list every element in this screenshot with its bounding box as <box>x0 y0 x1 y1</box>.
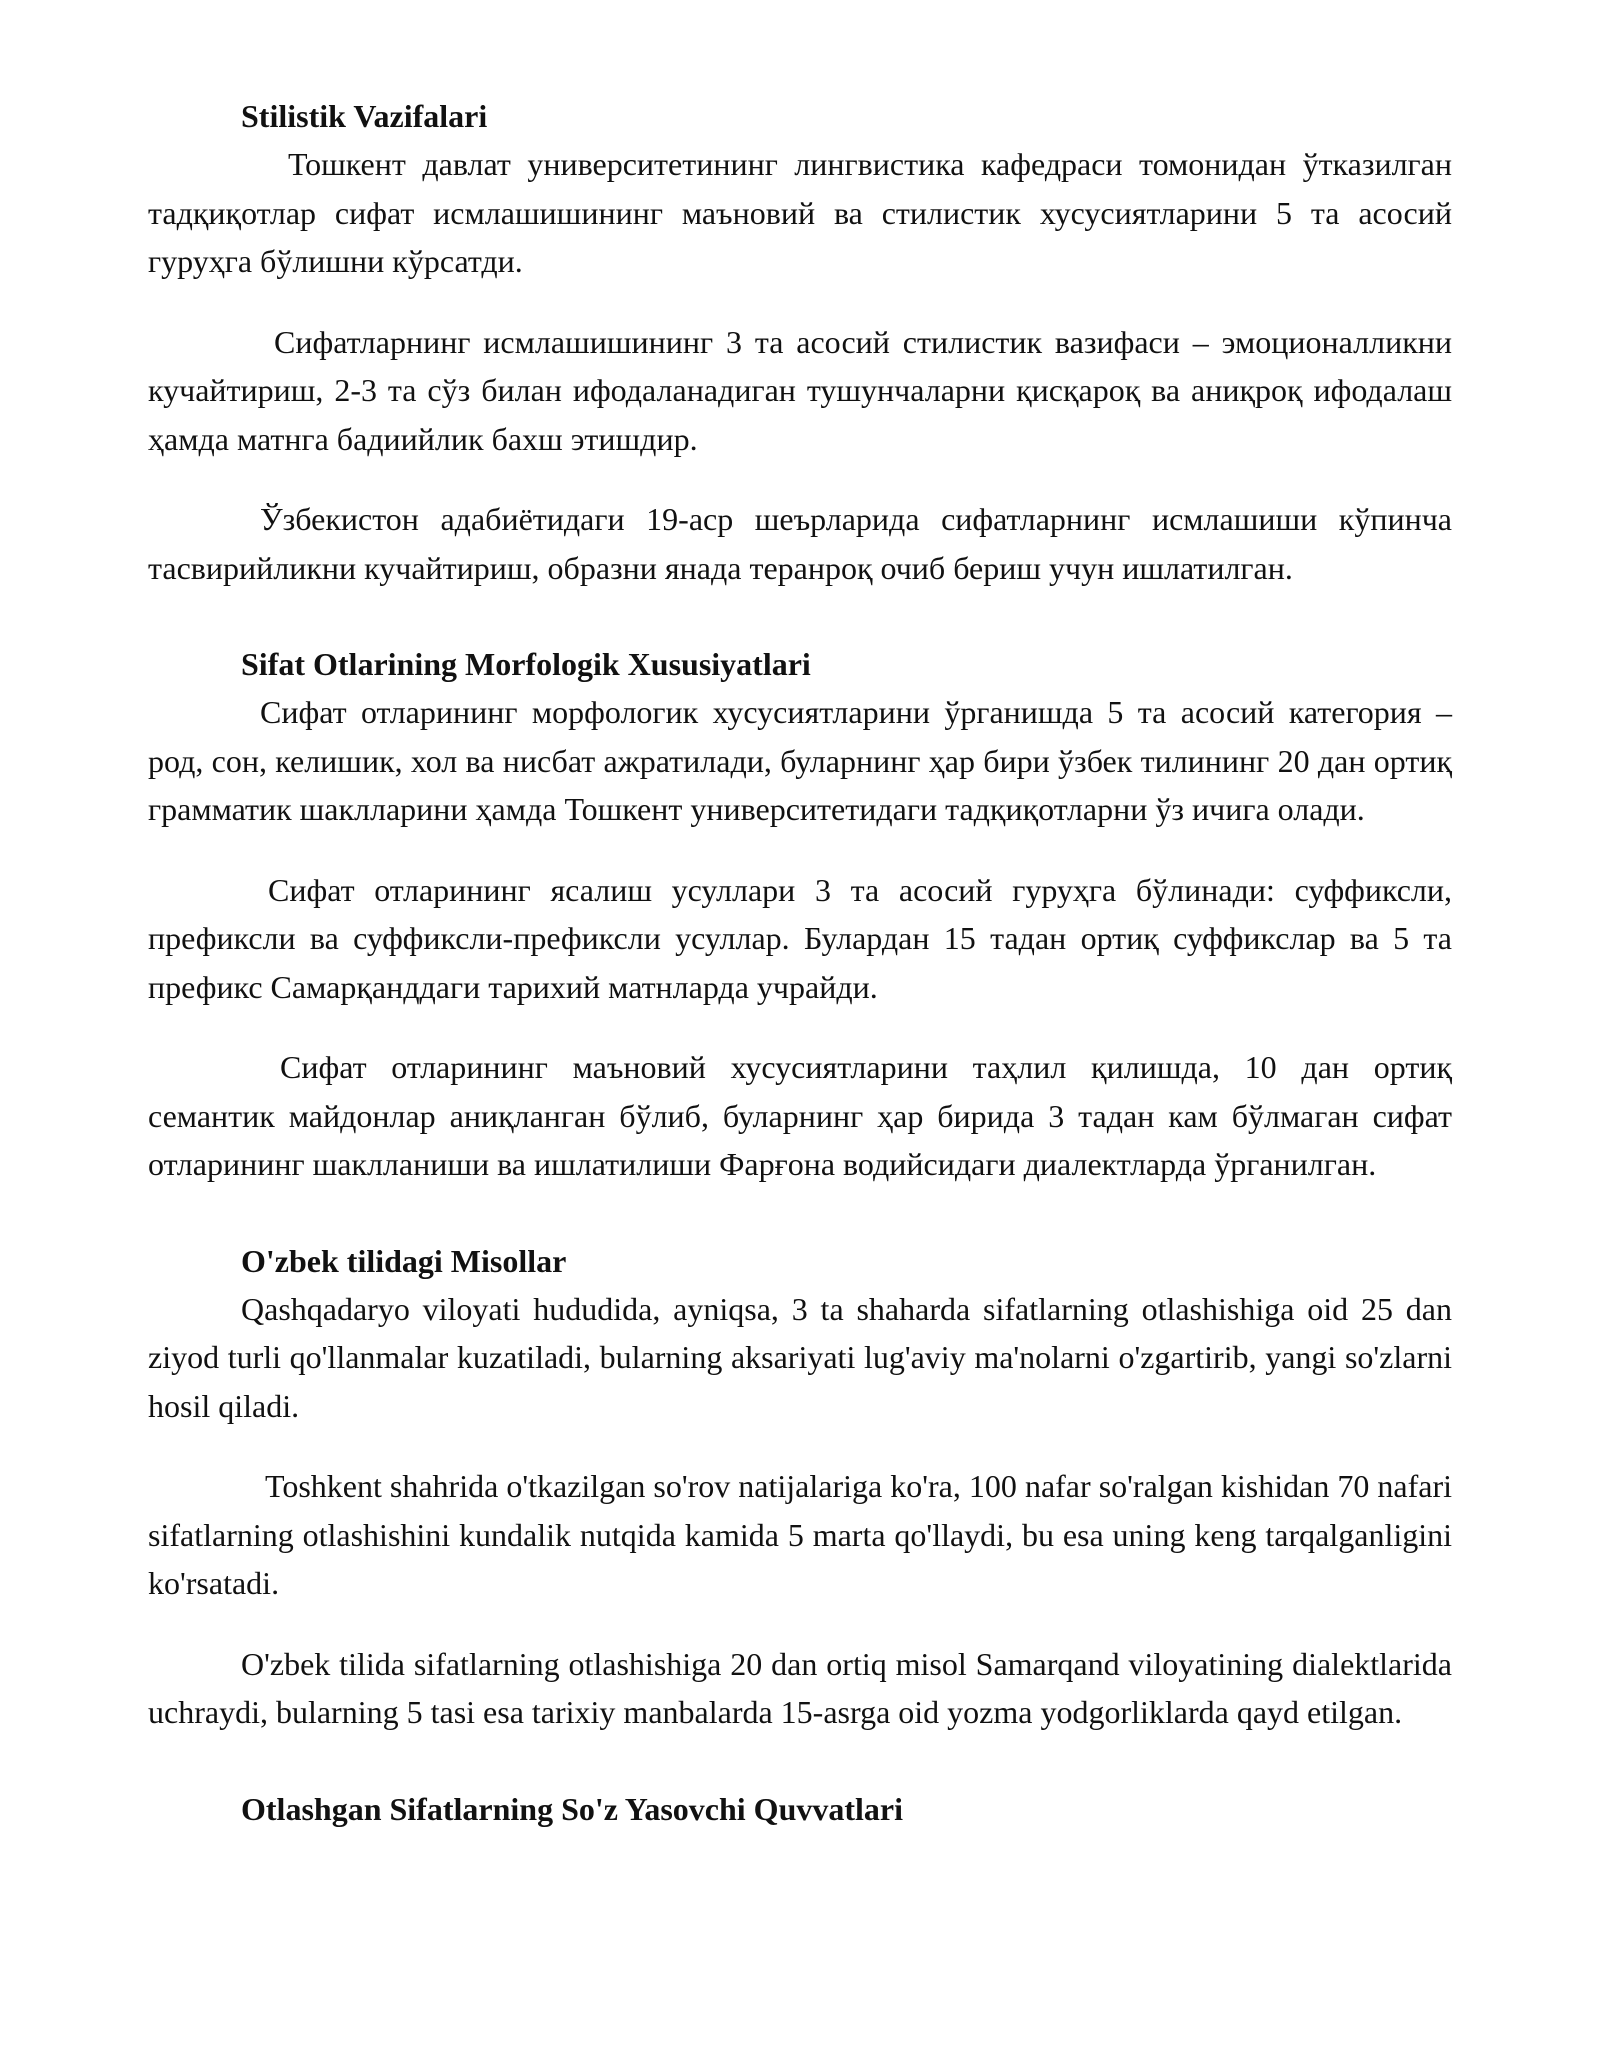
section-heading: Sifat Otlarining Morfologik Xususiyatlari <box>241 646 811 682</box>
section-heading: Otlashgan Sifatlarning So'z Yasovchi Quvvatlari <box>241 1790 903 1827</box>
paragraph: Сифат отларининг ясалиш усуллари 3 та асосий гуруҳга бўлинади: суффиксли, префиксли ва суффиксли-префиксли усуллар. Булардан 15 тадан ортиқ суффикслар ва 5 та префикс Самарқанддаги тарихий матнларда учрайди. <box>148 871 1452 1005</box>
paragraph: Toshkent shahrida o'tkazilgan so'rov natijalariga ko'ra, 100 nafar so'ralgan kishidan 70 nafari sifatlarning otlashishini kundalik nutqida kamida 5 marta qo'llaydi, bu esa uning keng tarqalganligini ko'rsatadi. <box>148 1468 1452 1601</box>
paragraph: Сифат отларининг морфологик хусусиятларини ўрганишда 5 та асосий категория – род, сон, келишик, хол ва нисбат ажратилади, буларнинг ҳар бири ўзбек тилининг 20 дан ортиқ грамматик шаклларини ҳамда Тошкент университетидаги тадқиқотларни ўз ичига олади. <box>148 694 1452 827</box>
paragraph: Qashqadaryo viloyati hududida, ayniqsa, 3 ta shaharda sifatlarning otlashishiga oid 25 dan ziyod turli qo'llanmalar kuzatiladi, bularning aksariyati lug'aviy ma'nolarni o'zgartirib, yangi so'zlarni hosil qiladi. <box>148 1290 1452 1424</box>
section-heading: O'zbek tilidagi Misollar <box>241 1242 567 1279</box>
paragraph: Сифатларнинг исмлашишининг 3 та асосий стилистик вазифаси – эмоционалликни кучайтириш, 2-3 та сўз билан ифодаланадиган тушунчаларни қисқароқ ва аниқроқ ифодалаш ҳамда матнга бадиийлик бахш этишдир. <box>148 323 1452 457</box>
document-page <box>148 92 1452 1833</box>
paragraph: Ўзбекистон адабиётидаги 19-аср шеърларида сифатларнинг исмлашиши кўпинча тасвирийликни кучайтириш, образни янада теранроқ очиб бериш учун ишлатилган. <box>148 501 1452 586</box>
paragraph: O'zbek tilida sifatlarning otlashishiga 20 dan ortiq misol Samarqand viloyatining dialektlarida uchraydi, bularning 5 tasi esa tarixiy manbalarda 15-asrga oid yozma yodgorliklarda qayd etilgan. <box>148 1645 1452 1730</box>
paragraph: Тошкент давлат университетининг лингвистика кафедраси томонидан ўтказилган тадқиқотлар сифат исмлашишининг маъновий ва стилистик хусусиятларини 5 та асосий гуруҳга бўлишни кўрсатди. <box>148 146 1452 279</box>
paragraph: Сифат отларининг маъновий хусусиятларини таҳлил қилишда, 10 дан ортиқ семантик майдонлар аниқланган бўлиб, буларнинг ҳар бирида 3 тадан кам бўлмаган сифат отларининг шаклланиши ва ишлатилиши Фарғона водийсидаги диалектларда ўрганилган. <box>148 1049 1452 1182</box>
section-heading: Stilistik Vazifalari <box>241 98 488 134</box>
